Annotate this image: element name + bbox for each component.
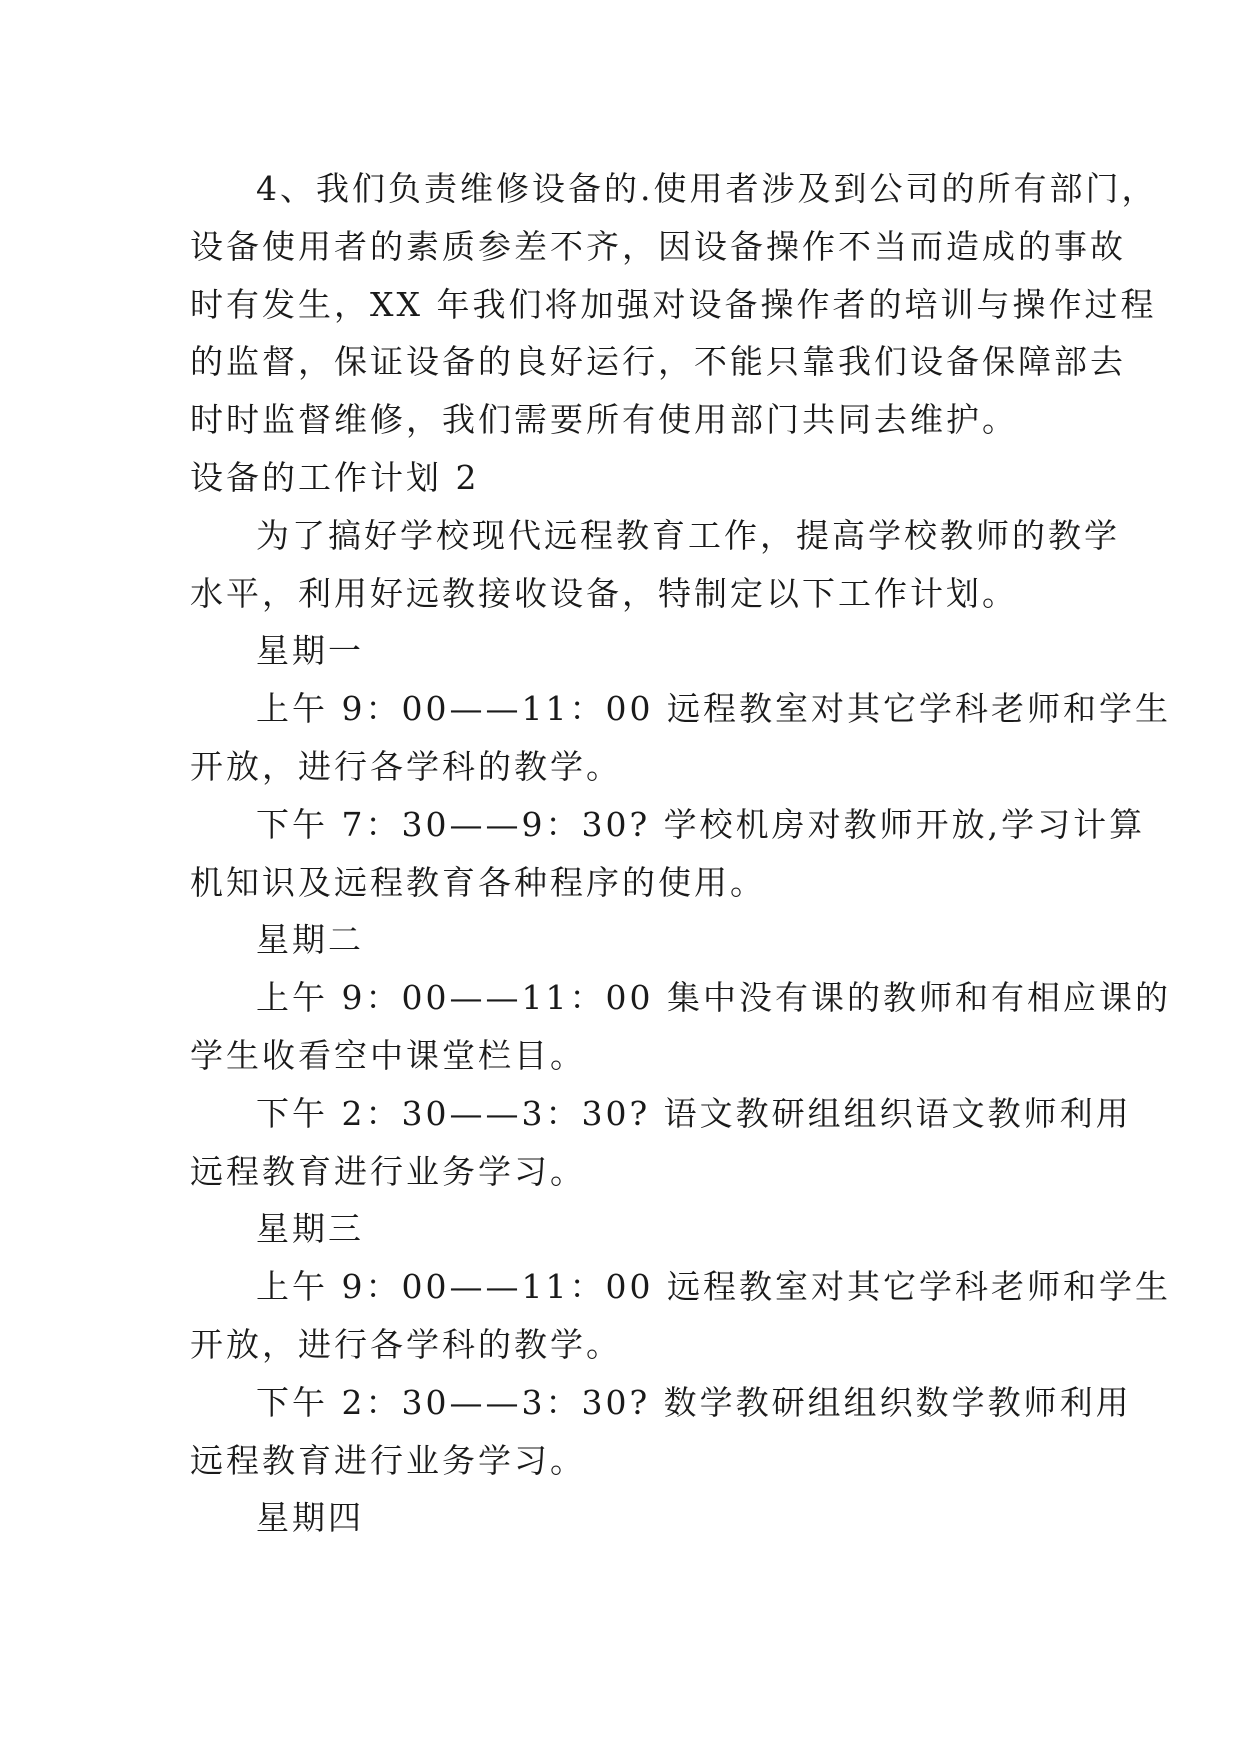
text-line: 时有发生，XX 年我们将加强对设备操作者的培训与操作过程 [190, 284, 1157, 324]
text-line: 设备的工作计划 2 [190, 457, 480, 497]
day-heading-tuesday [190, 911, 1070, 969]
text-line: 星期三 [256, 1209, 364, 1249]
text-line: 星期一 [256, 631, 364, 671]
paragraph-tuesday-afternoon [190, 1085, 1132, 1201]
text-line: 星期四 [256, 1498, 364, 1538]
text-line: 远程教育进行业务学习。 [190, 1151, 586, 1191]
paragraph-wednesday-afternoon [190, 1374, 1132, 1490]
day-heading-monday [190, 622, 1070, 680]
paragraph-wednesday-morning [190, 1258, 1171, 1374]
text-line: 开放，进行各学科的教学。 [190, 746, 622, 786]
text-line: 设备使用者的素质参差不齐，因设备操作不当而造成的事故 [190, 226, 1126, 266]
document-body [190, 160, 1171, 1547]
day-heading-thursday [190, 1489, 1070, 1547]
section-heading [190, 449, 1070, 507]
text-line: 上午 9：00——11：00 远程教室对其它学科老师和学生 [256, 1267, 1171, 1307]
text-line: 下午 2：30——3：30? 数学教研组组织数学教师利用 [256, 1382, 1132, 1422]
text-line: 开放，进行各学科的教学。 [190, 1324, 622, 1364]
text-line: 4、我们负责维修设备的.使用者涉及到公司的所有部门， [256, 169, 1158, 208]
text-line: 远程教育进行业务学习。 [190, 1440, 586, 1480]
text-line: 上午 9：00——11：00 集中没有课的教师和有相应课的 [256, 978, 1171, 1018]
text-line: 水平，利用好远教接收设备，特制定以下工作计划。 [190, 573, 1018, 613]
text-line: 的监督，保证设备的良好运行，不能只靠我们设备保障部去 [190, 342, 1126, 382]
text-line: 下午 2：30——3：30? 语文教研组组织语文教师利用 [256, 1093, 1132, 1133]
paragraph-tuesday-morning [190, 969, 1171, 1085]
text-line: 为了搞好学校现代远程教育工作，提高学校教师的教学 [256, 515, 1120, 555]
paragraph-monday-afternoon [190, 796, 1146, 912]
text-line: 星期二 [256, 920, 364, 960]
text-line: 机知识及远程教育各种程序的使用。 [190, 862, 766, 902]
text-line: 上午 9：00——11：00 远程教室对其它学科老师和学生 [256, 689, 1171, 729]
text-line: 时时监督维修，我们需要所有使用部门共同去维护。 [190, 400, 1018, 440]
day-heading-wednesday [190, 1200, 1070, 1258]
paragraph-monday-morning [190, 680, 1171, 796]
text-line: 下午 7：30——9：30? 学校机房对教师开放,学习计算 [256, 804, 1146, 844]
text-line: 学生收看空中课堂栏目。 [190, 1035, 586, 1075]
paragraph-equipment-maintenance [190, 160, 1158, 449]
paragraph-intro [190, 507, 1120, 623]
